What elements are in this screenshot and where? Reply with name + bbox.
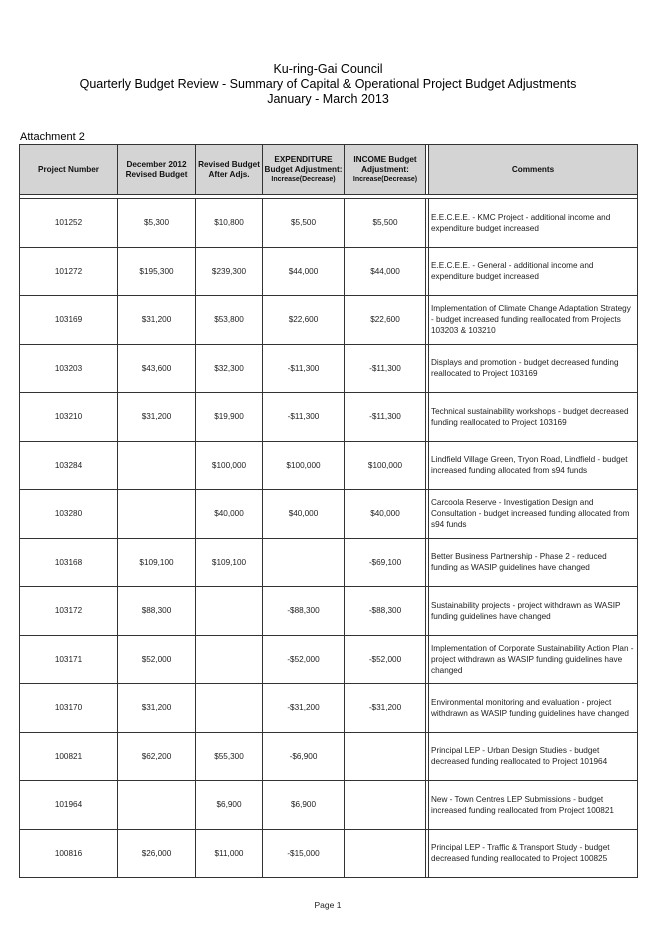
comment-cell: Better Business Partnership - Phase 2 - reduced funding as WASIP guidelines have changed bbox=[429, 538, 638, 587]
revised-budget-cell bbox=[196, 635, 263, 684]
comment-cell: Displays and promotion - budget decreased funding reallocated to Project 103169 bbox=[429, 344, 638, 393]
december-budget-cell bbox=[118, 441, 196, 490]
december-budget-cell bbox=[118, 781, 196, 830]
revised-budget-cell: $239,300 bbox=[196, 247, 263, 296]
comment-cell: E.E.C.E.E. - KMC Project - additional income and expenditure budget increased bbox=[429, 199, 638, 248]
header-income-adjustment: INCOME Budget Adjustment: Increase(Decrease) bbox=[345, 145, 426, 195]
project-number-cell: 103280 bbox=[20, 490, 118, 539]
project-number-cell: 100821 bbox=[20, 732, 118, 781]
revised-budget-cell: $10,800 bbox=[196, 199, 263, 248]
comment-cell: Technical sustainability workshops - budget decreased funding reallocated to Project 103169 bbox=[429, 393, 638, 442]
income-adjustment-cell: $5,500 bbox=[345, 199, 426, 248]
table-row bbox=[20, 296, 638, 345]
comment-cell: Sustainability projects - project withdrawn as WASIP funding guidelines have changed bbox=[429, 587, 638, 636]
revised-budget-cell: $32,300 bbox=[196, 344, 263, 393]
header-project-number: Project Number bbox=[20, 145, 118, 195]
income-adjustment-cell bbox=[345, 781, 426, 830]
income-adjustment-cell bbox=[345, 829, 426, 878]
report-title: Quarterly Budget Review - Summary of Capital & Operational Project Budget Adjustments bbox=[79, 77, 577, 91]
project-number-cell: 103172 bbox=[20, 587, 118, 636]
project-number-cell: 103168 bbox=[20, 538, 118, 587]
income-adjustment-cell: $22,600 bbox=[345, 296, 426, 345]
december-budget-cell: $31,200 bbox=[118, 684, 196, 733]
expenditure-adjustment-cell: -$52,000 bbox=[263, 635, 345, 684]
expenditure-adjustment-cell: -$11,300 bbox=[263, 344, 345, 393]
comment-cell: Implementation of Corporate Sustainability Action Plan - project withdrawn as WASIP funding guidelines have changed bbox=[429, 635, 638, 684]
comment-cell: New - Town Centres LEP Submissions - budget increased funding reallocated from Project 100821 bbox=[429, 781, 638, 830]
expenditure-adjustment-cell: $100,000 bbox=[263, 441, 345, 490]
report-period: January - March 2013 bbox=[267, 92, 389, 106]
december-budget-cell: $31,200 bbox=[118, 393, 196, 442]
revised-budget-cell: $100,000 bbox=[196, 441, 263, 490]
expenditure-adjustment-cell: -$88,300 bbox=[263, 587, 345, 636]
comment-cell: Lindfield Village Green, Tryon Road, Lindfield - budget increased funding allocated from s94 funds bbox=[429, 441, 638, 490]
table-row bbox=[20, 732, 638, 781]
table-row bbox=[20, 829, 638, 878]
table-row bbox=[20, 199, 638, 248]
council-name: Ku-ring-Gai Council bbox=[273, 62, 383, 76]
expenditure-adjustment-cell bbox=[263, 538, 345, 587]
table-header-row bbox=[20, 145, 638, 195]
revised-budget-cell bbox=[196, 684, 263, 733]
header-december-revised-budget: December 2012 Revised Budget bbox=[118, 145, 196, 195]
comment-cell: Implementation of Climate Change Adaptation Strategy - budget increased funding reallocated from Projects 103203 & 103210 bbox=[429, 296, 638, 345]
table-row bbox=[20, 538, 638, 587]
table-row bbox=[20, 781, 638, 830]
table-row bbox=[20, 441, 638, 490]
expenditure-adjustment-cell: -$15,000 bbox=[263, 829, 345, 878]
header-expenditure-adjustment: EXPENDITURE Budget Adjustment: Increase(Decrease) bbox=[263, 145, 345, 195]
december-budget-cell bbox=[118, 490, 196, 539]
expenditure-adjustment-cell: $44,000 bbox=[263, 247, 345, 296]
income-adjustment-cell: $40,000 bbox=[345, 490, 426, 539]
table-row bbox=[20, 247, 638, 296]
project-number-cell: 103210 bbox=[20, 393, 118, 442]
project-number-cell: 103284 bbox=[20, 441, 118, 490]
document-title-block bbox=[0, 62, 656, 107]
table-row bbox=[20, 344, 638, 393]
project-number-cell: 103170 bbox=[20, 684, 118, 733]
project-number-cell: 101252 bbox=[20, 199, 118, 248]
expenditure-adjustment-cell: -$11,300 bbox=[263, 393, 345, 442]
december-budget-cell: $88,300 bbox=[118, 587, 196, 636]
december-budget-cell: $62,200 bbox=[118, 732, 196, 781]
expenditure-adjustment-cell: $5,500 bbox=[263, 199, 345, 248]
project-number-cell: 101964 bbox=[20, 781, 118, 830]
income-adjustment-cell: -$69,100 bbox=[345, 538, 426, 587]
december-budget-cell: $43,600 bbox=[118, 344, 196, 393]
december-budget-cell: $26,000 bbox=[118, 829, 196, 878]
revised-budget-cell: $6,900 bbox=[196, 781, 263, 830]
income-adjustment-cell: -$11,300 bbox=[345, 393, 426, 442]
comment-cell: Environmental monitoring and evaluation - project withdrawn as WASIP funding guidelines have changed bbox=[429, 684, 638, 733]
project-number-cell: 103171 bbox=[20, 635, 118, 684]
december-budget-cell: $31,200 bbox=[118, 296, 196, 345]
comment-cell: Principal LEP - Traffic & Transport Study - budget decreased funding reallocated to Project 100825 bbox=[429, 829, 638, 878]
header-comments: Comments bbox=[429, 145, 638, 195]
income-adjustment-cell bbox=[345, 732, 426, 781]
project-number-cell: 103169 bbox=[20, 296, 118, 345]
table-row bbox=[20, 587, 638, 636]
attachment-label: Attachment 2 bbox=[20, 131, 85, 143]
budget-adjustments-table bbox=[19, 144, 638, 878]
revised-budget-cell: $19,900 bbox=[196, 393, 263, 442]
table-row bbox=[20, 635, 638, 684]
expenditure-adjustment-cell: -$6,900 bbox=[263, 732, 345, 781]
december-budget-cell: $195,300 bbox=[118, 247, 196, 296]
income-adjustment-cell: $100,000 bbox=[345, 441, 426, 490]
project-number-cell: 100816 bbox=[20, 829, 118, 878]
expenditure-adjustment-cell: $40,000 bbox=[263, 490, 345, 539]
income-adjustment-cell: -$31,200 bbox=[345, 684, 426, 733]
project-number-cell: 103203 bbox=[20, 344, 118, 393]
income-adjustment-cell: -$52,000 bbox=[345, 635, 426, 684]
revised-budget-cell: $40,000 bbox=[196, 490, 263, 539]
income-adjustment-cell: $44,000 bbox=[345, 247, 426, 296]
header-revised-budget-after-adjs: Revised Budget After Adjs. bbox=[196, 145, 263, 195]
expenditure-adjustment-cell: -$31,200 bbox=[263, 684, 345, 733]
comment-cell: Principal LEP - Urban Design Studies - budget decreased funding reallocated to Project 101964 bbox=[429, 732, 638, 781]
table-row bbox=[20, 684, 638, 733]
revised-budget-cell: $109,100 bbox=[196, 538, 263, 587]
december-budget-cell: $109,100 bbox=[118, 538, 196, 587]
page-number: Page 1 bbox=[314, 900, 342, 910]
comment-cell: E.E.C.E.E. - General - additional income and expenditure budget increased bbox=[429, 247, 638, 296]
december-budget-cell: $52,000 bbox=[118, 635, 196, 684]
comment-cell: Carcoola Reserve - Investigation Design and Consultation - budget increased funding allocated from s94 funds bbox=[429, 490, 638, 539]
expenditure-adjustment-cell: $6,900 bbox=[263, 781, 345, 830]
expenditure-adjustment-cell: $22,600 bbox=[263, 296, 345, 345]
revised-budget-cell: $11,000 bbox=[196, 829, 263, 878]
table-row bbox=[20, 393, 638, 442]
revised-budget-cell: $55,300 bbox=[196, 732, 263, 781]
revised-budget-cell: $53,800 bbox=[196, 296, 263, 345]
project-number-cell: 101272 bbox=[20, 247, 118, 296]
income-adjustment-cell: -$88,300 bbox=[345, 587, 426, 636]
table-row bbox=[20, 490, 638, 539]
revised-budget-cell bbox=[196, 587, 263, 636]
december-budget-cell: $5,300 bbox=[118, 199, 196, 248]
income-adjustment-cell: -$11,300 bbox=[345, 344, 426, 393]
